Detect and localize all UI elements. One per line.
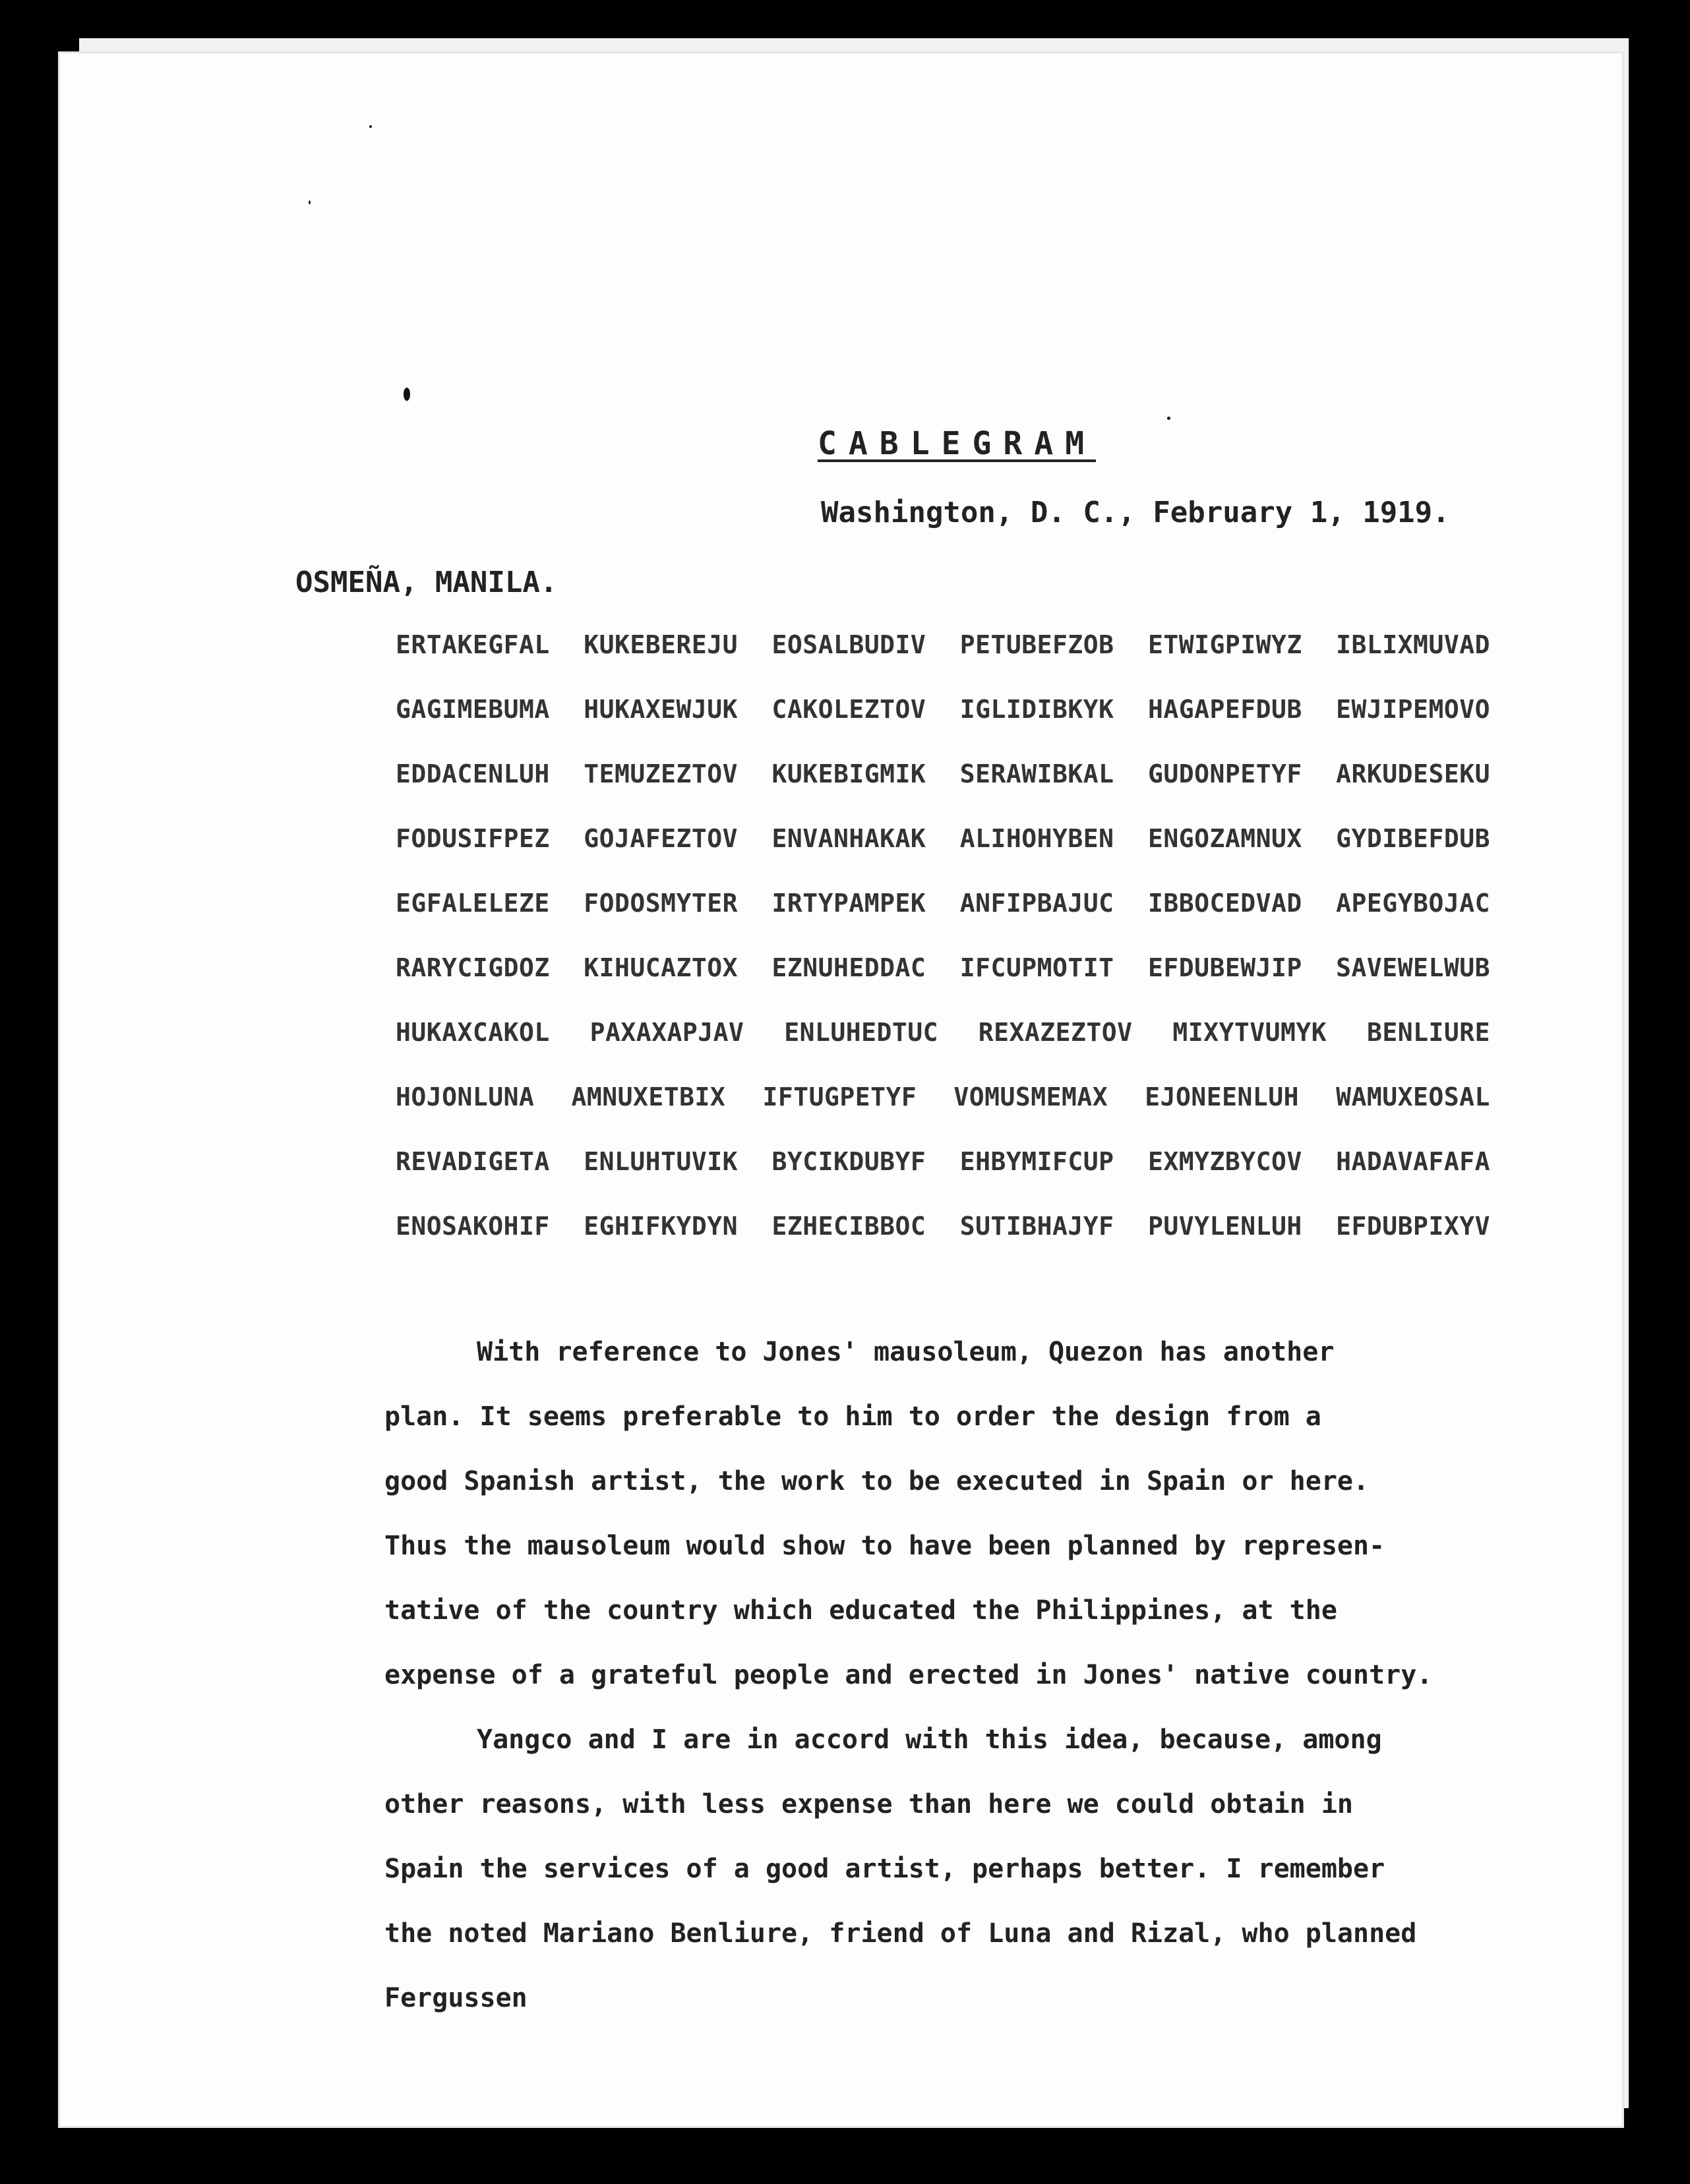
- cipher-group: EOSALBUDIV: [771, 630, 926, 659]
- paragraph-line: plan. It seems preferable to him to order the design from a: [384, 1402, 1321, 1432]
- cipher-group: GYDIBEFDUB: [1336, 824, 1490, 853]
- cipher-row: [396, 1147, 1490, 1212]
- cipher-group: IBBOCEDVAD: [1147, 889, 1302, 918]
- page-title: CABLEGRAM: [818, 425, 1097, 462]
- cipher-row: [396, 953, 1490, 1018]
- cipher-group: AMNUXETBIX: [571, 1082, 726, 1111]
- paragraph-line: Spain the services of a good artist, perhaps better. I remember: [384, 1854, 1385, 1884]
- paragraph-line: Fergussen: [384, 1983, 528, 2013]
- cipher-group: FODUSIFPEZ: [396, 824, 550, 853]
- paragraph-line: expense of a grateful people and erected in Jones' native country.: [384, 1660, 1433, 1690]
- cipher-group: EWJIPEMOVO: [1336, 695, 1490, 724]
- cipher-group: BYCIKDUBYF: [771, 1147, 926, 1176]
- cipher-group: KIHUCAZTOX: [584, 953, 739, 982]
- cipher-group: WAMUXEOSAL: [1336, 1082, 1490, 1111]
- cipher-group: CAKOLEZTOV: [771, 695, 926, 724]
- cipher-group: ERTAKEGFAL: [396, 630, 550, 659]
- cipher-group: TEMUZEZTOV: [584, 759, 739, 788]
- cipher-row: [396, 759, 1490, 824]
- cipher-block: [396, 630, 1490, 1276]
- cipher-group: EZNUHEDDAC: [771, 953, 926, 982]
- cipher-group: GOJAFEZTOV: [584, 824, 739, 853]
- cipher-group: APEGYBOJAC: [1336, 889, 1490, 918]
- cipher-group: SAVEWELWUB: [1336, 953, 1490, 982]
- cipher-group: ETWIGPIWYZ: [1147, 630, 1302, 659]
- ink-speck: [369, 125, 372, 128]
- cipher-group: FODOSMYTER: [584, 889, 739, 918]
- cipher-group: REVADIGETA: [396, 1147, 550, 1176]
- paragraph-line: With reference to Jones' mausoleum, Quezon has another: [477, 1337, 1335, 1367]
- cipher-group: HUKAXCAKOL: [396, 1018, 550, 1047]
- cipher-group: PUVYLENLUH: [1147, 1212, 1302, 1241]
- cipher-group: IFCUPMOTIT: [959, 953, 1114, 982]
- cipher-group: PETUBEFZOB: [959, 630, 1114, 659]
- cipher-group: IGLIDIBKYK: [959, 695, 1114, 724]
- cipher-row: [396, 695, 1490, 759]
- cipher-group: SUTIBHAJYF: [959, 1212, 1114, 1241]
- cipher-group: VOMUSMEMAX: [953, 1082, 1108, 1111]
- cipher-group: HAGAPEFDUB: [1147, 695, 1302, 724]
- paragraph-line: tative of the country which educated the Philippines, at the: [384, 1595, 1337, 1626]
- cipher-group: ENGOZAMNUX: [1147, 824, 1302, 853]
- cipher-group: RARYCIGDOZ: [396, 953, 550, 982]
- cipher-group: EHBYMIFCUP: [959, 1147, 1114, 1176]
- cipher-row: [396, 889, 1490, 953]
- cipher-group: ENLUHTUVIK: [584, 1147, 739, 1176]
- cipher-group: HOJONLUNA: [396, 1082, 535, 1111]
- cipher-group: EZHECIBBOC: [771, 1212, 926, 1241]
- paragraph-line: Thus the mausoleum would show to have been planned by represen-: [384, 1531, 1385, 1561]
- cipher-group: EGHIFKYDYN: [584, 1212, 739, 1241]
- cipher-group: SERAWIBKAL: [959, 759, 1114, 788]
- cipher-group: ALIHOHYBEN: [959, 824, 1114, 853]
- cipher-group: ENLUHEDTUC: [784, 1018, 938, 1047]
- cipher-group: ANFIPBAJUC: [959, 889, 1114, 918]
- cipher-group: HUKAXEWJUK: [584, 695, 739, 724]
- cipher-row: [396, 1212, 1490, 1276]
- cipher-group: KUKEBIGMIK: [771, 759, 926, 788]
- cipher-row: [396, 824, 1490, 889]
- dateline: Washington, D. C., February 1, 1919.: [821, 496, 1450, 529]
- ink-speck: [404, 388, 410, 401]
- paragraph-line: other reasons, with less expense than here we could obtain in: [384, 1789, 1354, 1819]
- cipher-group: REXAZEZTOV: [978, 1018, 1133, 1047]
- ink-speck: [1167, 417, 1170, 420]
- cipher-group: EDDACENLUH: [396, 759, 550, 788]
- ink-speck: [309, 200, 311, 204]
- cipher-group: GUDONPETYF: [1147, 759, 1302, 788]
- cipher-group: EGFALELEZE: [396, 889, 550, 918]
- cipher-group: PAXAXAPJAV: [589, 1018, 744, 1047]
- cipher-group: EFDUBPIXYV: [1336, 1212, 1490, 1241]
- message-body: [384, 1320, 1505, 2030]
- cipher-row: [396, 630, 1490, 695]
- cipher-group: IFTUGPETYF: [762, 1082, 917, 1111]
- cipher-group: ENOSAKOHIF: [396, 1212, 550, 1241]
- cipher-group: EFDUBEWJIP: [1147, 953, 1302, 982]
- cipher-group: MIXYTVUMYK: [1172, 1018, 1327, 1047]
- cipher-group: EXMYZBYCOV: [1147, 1147, 1302, 1176]
- cipher-group: IRTYPAMPEK: [771, 889, 926, 918]
- cipher-group: IBLIXMUVAD: [1336, 630, 1490, 659]
- paragraph-line: good Spanish artist, the work to be executed in Spain or here.: [384, 1466, 1370, 1496]
- cipher-row: [396, 1082, 1490, 1147]
- cipher-group: BENLIURE: [1366, 1018, 1490, 1047]
- cipher-row: [396, 1018, 1490, 1082]
- cipher-group: HADAVAFAFA: [1336, 1147, 1490, 1176]
- paragraph-line: Yangco and I are in accord with this idea, because, among: [477, 1725, 1382, 1755]
- cipher-group: KUKEBEREJU: [584, 630, 739, 659]
- paragraph-line: the noted Mariano Benliure, friend of Luna and Rizal, who planned: [384, 1918, 1417, 1949]
- cipher-group: GAGIMEBUMA: [396, 695, 550, 724]
- cipher-group: EJONEENLUH: [1145, 1082, 1300, 1111]
- address-line: OSMEÑA, MANILA.: [295, 566, 558, 599]
- cipher-group: ENVANHAKAK: [771, 824, 926, 853]
- cipher-group: ARKUDESEKU: [1336, 759, 1490, 788]
